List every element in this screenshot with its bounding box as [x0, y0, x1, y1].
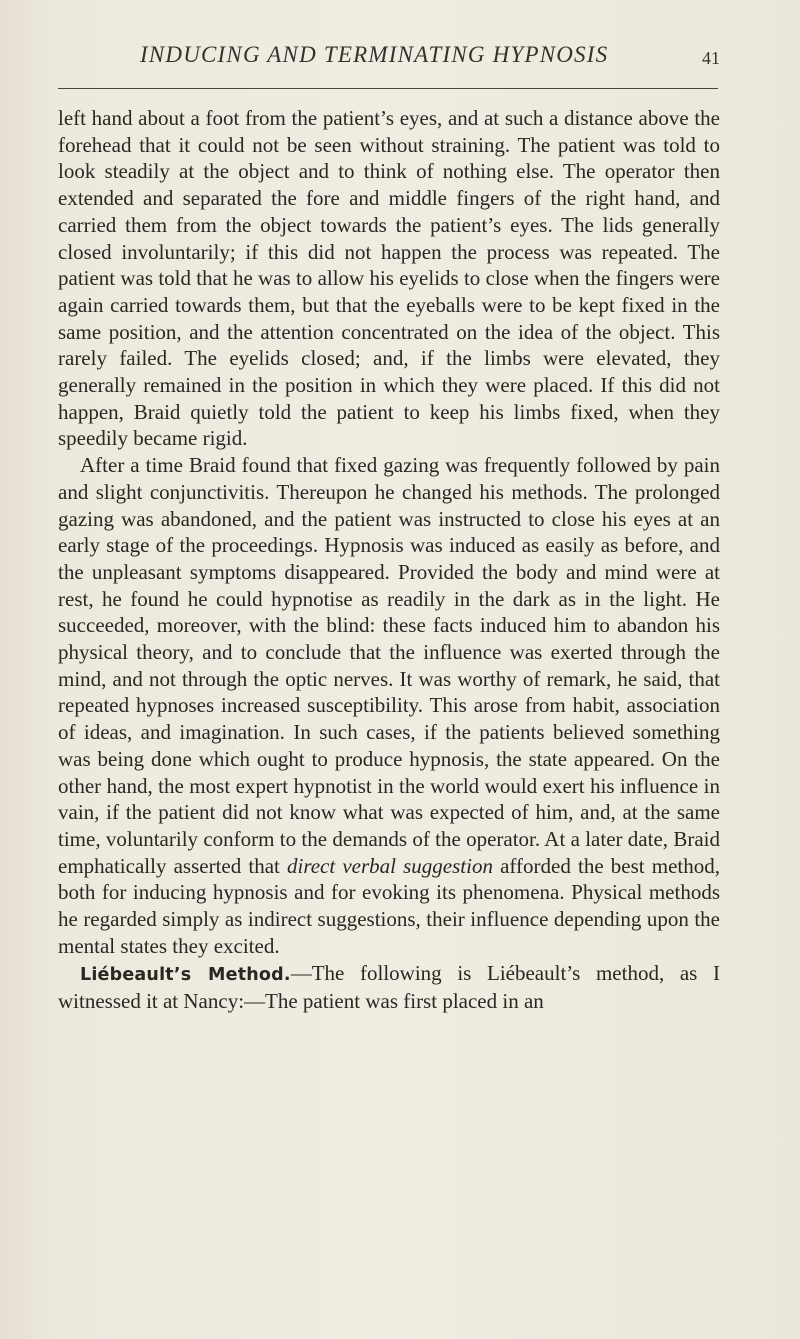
- running-header: [0, 30, 800, 90]
- paragraph-liebeault-method: [58, 960, 720, 1015]
- page-number: 41: [702, 48, 720, 68]
- running-title: INDUCING AND TERMINATING HYPNOSIS: [140, 42, 609, 67]
- paragraph-text: —The following is Liébeault’s method, as I witnessed it at Nancy:—The patient was first placed in an: [58, 960, 720, 1014]
- paragraph-braid-later-method: [58, 452, 720, 959]
- italic-phrase: direct verbal suggestion: [287, 853, 493, 878]
- paragraph-text: After a time Braid found that fixed gazing was frequently followed by pain and slight conjunctivitis. Thereupon he changed his methods. The prolonged gazing was abandoned, and the patient was instructed to close his eyes at an early stage of the proceedings. Hypnosis was induced as easily as before, and the unpleasant symptoms disappeared. Provided the body and mind were at rest, he found he could hypnotise as readily in the dark as in the light. He succeeded, moreover, with the blind: these facts induced him to abandon his physical theory, and to conclude that the influence was exerted through the mind, and not through the optic nerves. It was worthy of remark, he said, that repeated hypnoses increased susceptibility. This arose from habit, association of ideas, and imagination. In such cases, if the patients believed something was being done which ought to produce hypnosis, the state appeared. On the other hand, the most expert hypnotist in the world would exert his influence in vain, if the patient did not know what was expected of him, and, at the same time, voluntarily conform to the demands of the operator. At a later date, Braid emphatically asserted that: [58, 453, 720, 878]
- paragraph-braid-method: left hand about a foot from the patient’s eyes, and at such a distance above the forehead that it could not be seen without straining. The patient was told to look steadily at the object and to think of nothing else. The operator then extended and separated the fore and middle fingers of the right hand, and carried them from the object towards the patient’s eyes. The lids generally closed involuntarily; if this did not happen the process was repeated. The patient was told that he was to allow his eyelids to close when the fingers were again carried towards them, but that the eyeballs were to be kept fixed in the same position, and the attention concentrated on the idea of the object. This rarely failed. The eyelids closed; and, if the limbs were elevated, they generally remained in the position in which they were placed. If this did not happen, Braid quietly told the patient to keep his limbs fixed, when they speedily became rigid.: [58, 106, 720, 451]
- header-rule: [58, 88, 718, 89]
- paragraph-text: afforded the best method, both for inducing hypnosis and for evoking its phenomena. Physical methods he regarded simply as indirect suggestions, their influence depending upon the mental states they excited.: [58, 853, 720, 958]
- section-run-in-heading: Liébeault’s Method.: [80, 964, 291, 985]
- body-text: [58, 105, 720, 1015]
